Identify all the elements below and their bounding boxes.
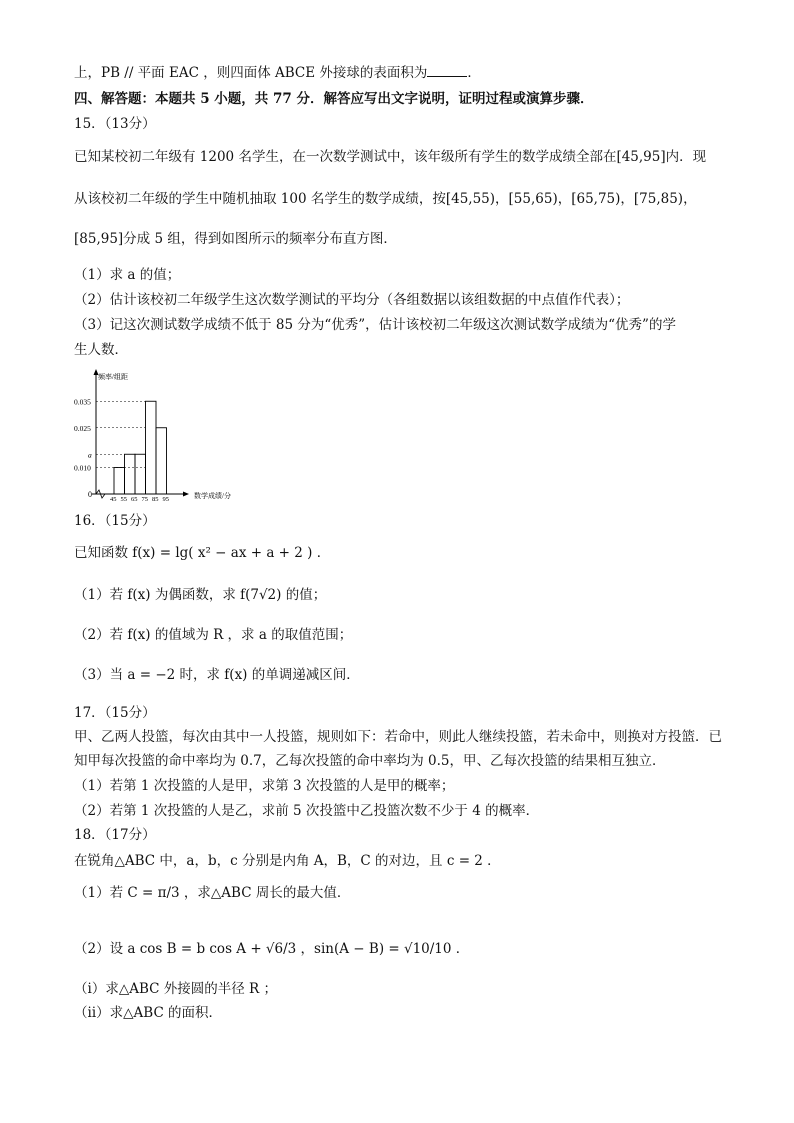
continued-problem-line: [74, 64, 481, 82]
x-tick-label: 65: [131, 496, 138, 502]
x-tick-label: 75: [141, 496, 148, 502]
q18-sub-1: （1）若 C = π/3 ，求△ABC 周长的最大值．: [74, 885, 351, 901]
q16-sub-1: （1）若 f(x) 为偶函数，求 f(7√2) 的值；: [74, 587, 327, 603]
q15-paragraph-3: [85,95]分成 5 组，得到如图所示的频率分布直方图．: [74, 231, 397, 247]
histogram-bar: [156, 428, 167, 494]
q18-sub-ii: （ⅱ）求△ABC 的面积．: [74, 1005, 223, 1021]
origin-label: 0: [88, 490, 92, 499]
q17-sub-1: （1）若第 1 次投篮的人是甲，求第 3 次投篮的人是甲的概率；: [74, 778, 455, 794]
x-tick-label: 85: [152, 496, 159, 502]
q15-paragraph-2: 从该校初二年级的学生中随机抽取 100 名学生的数学成绩，按[45,55)，[55,65)，[65,75)，[75,85)，: [74, 191, 697, 207]
continued-text: 上，PB // 平面 EAC ，则四面体 ABCE 外接球的表面积为: [74, 65, 428, 81]
y-tick-label: 0.035: [74, 397, 91, 407]
histogram-bar: [135, 454, 146, 494]
q17-paragraph-1: 甲、乙两人投篮，每次由其中一人投篮，规则如下：若命中，则此人继续投篮，若未命中，则换对方投篮．已: [74, 729, 722, 745]
answer-blank: [427, 64, 467, 77]
histogram-bar: [146, 401, 157, 494]
x-tick-label: 95: [162, 496, 169, 502]
frequency-histogram: [74, 368, 254, 502]
q18-heading: 18．（17分）: [74, 827, 156, 843]
q15-sub-3a: （3）记这次测试数学成绩不低于 85 分为“优秀”，估计该校初二年级这次测试数学成绩为“优秀”的学: [74, 317, 676, 333]
x-axis-label: 数学成绩/分: [194, 492, 231, 500]
q16-sub-2: （2）若 f(x) 的值域为 R ，求 a 的取值范围；: [74, 627, 353, 643]
q15-sub-2: （2）估计该校初二年级学生这次数学测试的平均分（各组数据以该组数据的中点值作代表）；: [74, 292, 630, 308]
q16-paragraph: 已知函数 f(x) = lg( x² − ax + a + 2 ) ．: [74, 545, 331, 561]
y-tick-label: 0.010: [74, 463, 91, 473]
q16-sub-3: （3）当 a = −2 时，求 f(x) 的单调递减区间．: [74, 667, 360, 683]
q17-paragraph-2: 知甲每次投篮的命中率均为 0.7，乙每次投篮的命中率均为 0.5，甲、乙每次投篮的结果相互独立．: [74, 753, 666, 769]
y-tick-label: 0.025: [74, 423, 91, 433]
section-heading: 四、解答题：本题共 5 小题，共 77 分．解答应写出文字说明，证明过程或演算步骤．: [74, 91, 594, 107]
q18-sub-i: （ⅰ）求△ABC 外接圆的半径 R ；: [74, 981, 277, 997]
q15-sub-1: （1）求 a 的值；: [74, 267, 181, 283]
histogram-bar: [114, 468, 125, 495]
q15-heading: 15．（13分）: [74, 116, 156, 132]
x-axis-arrow: [183, 492, 189, 497]
y-axis-label: 频率/组距: [98, 373, 128, 381]
x-tick-label: 45: [110, 496, 117, 502]
period: ．: [467, 65, 481, 81]
q18-paragraph: 在锐角△ABC 中，a，b，c 分别是内角 A，B，C 的对边，且 c = 2 ．: [74, 853, 501, 869]
histogram-bar: [125, 454, 136, 494]
q18-sub-2: （2）设 a cos B = b cos A + √6/3 ，sin(A − B) = √10/10 ．: [74, 941, 470, 957]
q17-sub-2: （2）若第 1 次投篮的人是乙，求前 5 次投篮中乙投篮次数不少于 4 的概率．: [74, 803, 540, 819]
q15-paragraph-1: 已知某校初二年级有 1200 名学生，在一次数学测试中，该年级所有学生的数学成绩全部在[45,95]内．现: [74, 149, 707, 165]
q16-heading: 16．（15分）: [74, 513, 156, 529]
q15-sub-3b: 生人数．: [74, 342, 128, 358]
q17-heading: 17．（15分）: [74, 705, 156, 721]
y-tick-label: a: [88, 450, 92, 460]
x-tick-label: 55: [120, 496, 127, 502]
